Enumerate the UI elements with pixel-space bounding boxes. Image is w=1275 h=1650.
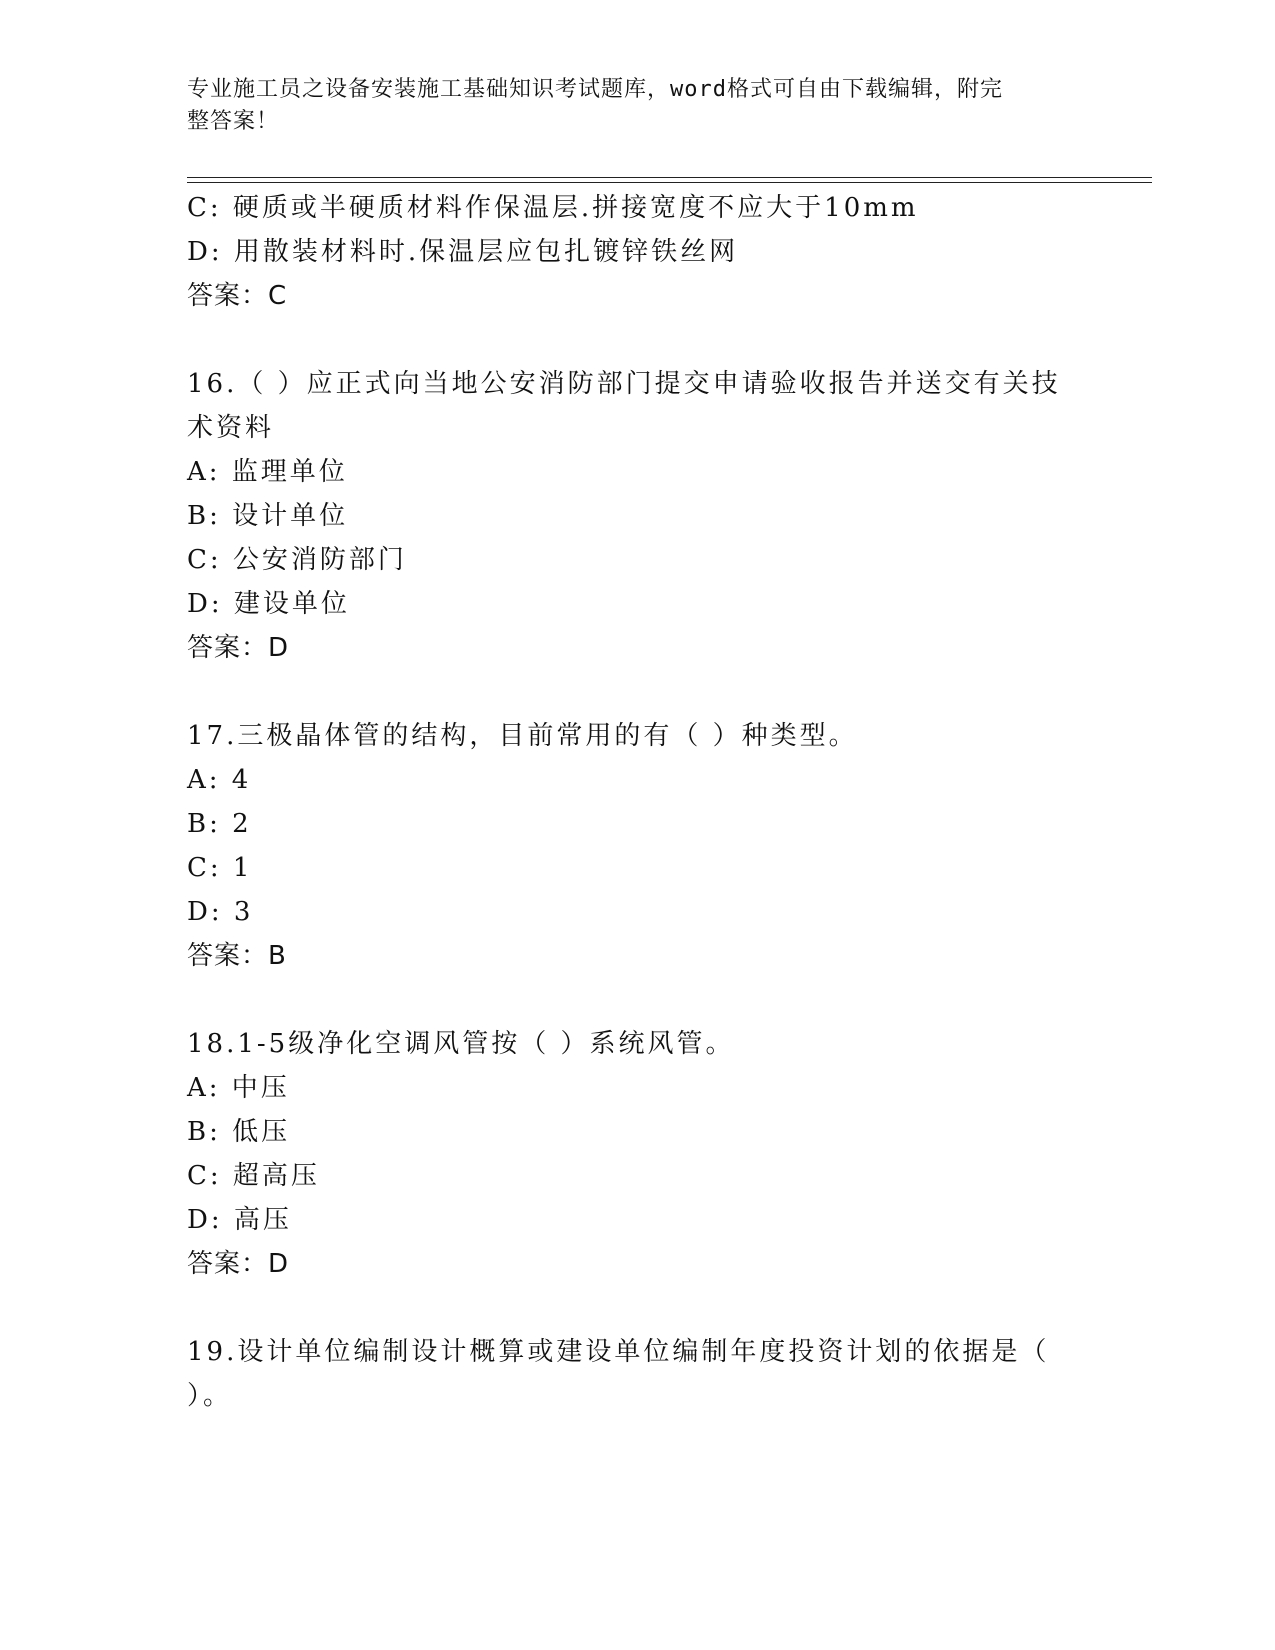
prev-option-c: C: 硬质或半硬质材料作保温层.拼接宽度不应大于10mm — [187, 193, 919, 223]
q17-option-a: A: 4 — [187, 765, 252, 795]
q16-option-a: A: 监理单位 — [187, 457, 348, 487]
q18-option-b: B: 低压 — [187, 1117, 291, 1147]
q17-option-d: D: 3 — [187, 897, 254, 927]
document-header — [187, 74, 1067, 138]
q16-option-c: C: 公安消防部门 — [187, 545, 407, 575]
q18-stem: 18.1-5级净化空调风管按（ ）系统风管。 — [187, 1029, 735, 1059]
header-divider-top — [187, 177, 1152, 178]
header-line-1: 专业施工员之设备安装施工基础知识考试题库，word格式可自由下载编辑，附完 — [187, 77, 1003, 102]
q16-stem-line-1: 16.（ ）应正式向当地公安消防部门提交申请验收报告并送交有关技 — [187, 369, 1061, 399]
q17-answer: 答案：B — [187, 941, 287, 971]
q17-option-c: C: 1 — [187, 853, 253, 883]
q16-option-b: B: 设计单位 — [187, 501, 349, 531]
q19-stem-line-2: ）。 — [187, 1381, 233, 1411]
header-divider-bottom — [187, 182, 1152, 183]
header-line-2: 整答案！ — [187, 109, 280, 134]
prev-answer: 答案：C — [187, 281, 288, 311]
q18-answer: 答案：D — [187, 1249, 290, 1279]
q16-option-d: D: 建设单位 — [187, 589, 350, 619]
q18-option-c: C: 超高压 — [187, 1161, 320, 1191]
prev-option-d: D: 用散装材料时.保温层应包扎镀锌铁丝网 — [187, 237, 739, 267]
q19-stem-line-1: 19.设计单位编制设计概算或建设单位编制年度投资计划的依据是（ — [187, 1337, 1050, 1367]
q18-option-d: D: 高压 — [187, 1205, 292, 1235]
q16-stem-line-2: 术资料 — [187, 413, 275, 443]
q18-option-a: A: 中压 — [187, 1073, 290, 1103]
q16-answer: 答案：D — [187, 633, 290, 663]
q17-stem: 17.三极晶体管的结构，目前常用的有（ ）种类型。 — [187, 721, 858, 751]
q17-option-b: B: 2 — [187, 809, 252, 839]
